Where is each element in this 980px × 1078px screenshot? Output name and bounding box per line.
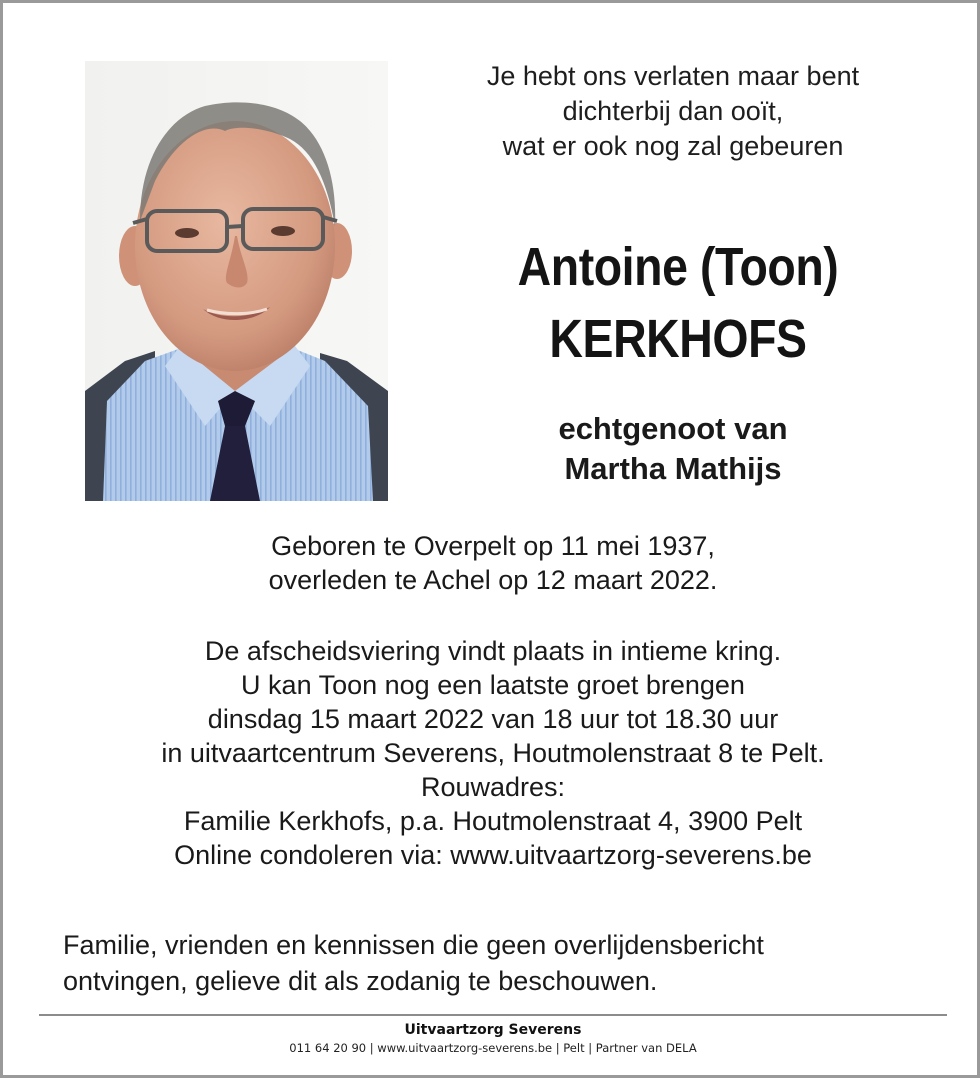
birth-line: Geboren te Overpelt op 11 mei 1937, bbox=[271, 531, 715, 561]
poem-line: dichterbij dan ooït, bbox=[562, 96, 784, 126]
life-dates bbox=[93, 529, 893, 597]
poem-line: wat er ook nog zal gebeuren bbox=[502, 131, 844, 161]
spouse-relation: echtgenoot van bbox=[558, 411, 788, 446]
detail-line: Online condoleren via: www.uitvaartzorg-severens.be bbox=[174, 840, 812, 870]
family-notice bbox=[63, 927, 943, 999]
deceased-first-name: Antoine (Toon) bbox=[517, 237, 839, 297]
poem-line: Je hebt ons verlaten maar bent bbox=[486, 61, 860, 91]
detail-line: De afscheidsviering vindt plaats in intieme kring. bbox=[204, 636, 782, 666]
memorial-poem bbox=[423, 59, 923, 164]
detail-line: U kan Toon nog een laatste groet brengen bbox=[241, 670, 745, 700]
notice-line: ontvingen, gelieve dit als zodanig te beschouwen. bbox=[63, 966, 658, 996]
detail-line: dinsdag 15 maart 2022 van 18 uur tot 18.30 uur bbox=[207, 704, 779, 734]
footer-company: Uitvaartzorg Severens bbox=[404, 1022, 582, 1038]
notice-line: Familie, vrienden en kennissen die geen overlijdensbericht bbox=[63, 930, 764, 960]
spouse-name: Martha Mathijs bbox=[564, 451, 782, 486]
detail-line: Familie Kerkhofs, p.a. Houtmolenstraat 4, 3900 Pelt bbox=[183, 806, 803, 836]
detail-line: Rouwadres: bbox=[420, 772, 566, 802]
portrait-photo bbox=[85, 61, 388, 501]
deceased-last-name: KERKHOFS bbox=[549, 309, 807, 369]
detail-line: in uitvaartcentrum Severens, Houtmolenstraat 8 te Pelt. bbox=[161, 738, 825, 768]
ceremony-details bbox=[43, 634, 943, 872]
death-line: overleden te Achel op 12 maart 2022. bbox=[268, 565, 718, 595]
footer-contact: 011 64 20 90 | www.uitvaartzorg-severens.be | Pelt | Partner van DELA bbox=[289, 1041, 697, 1055]
deceased-name bbox=[467, 231, 888, 375]
spouse-info bbox=[473, 409, 873, 489]
footer-divider bbox=[39, 1014, 947, 1016]
